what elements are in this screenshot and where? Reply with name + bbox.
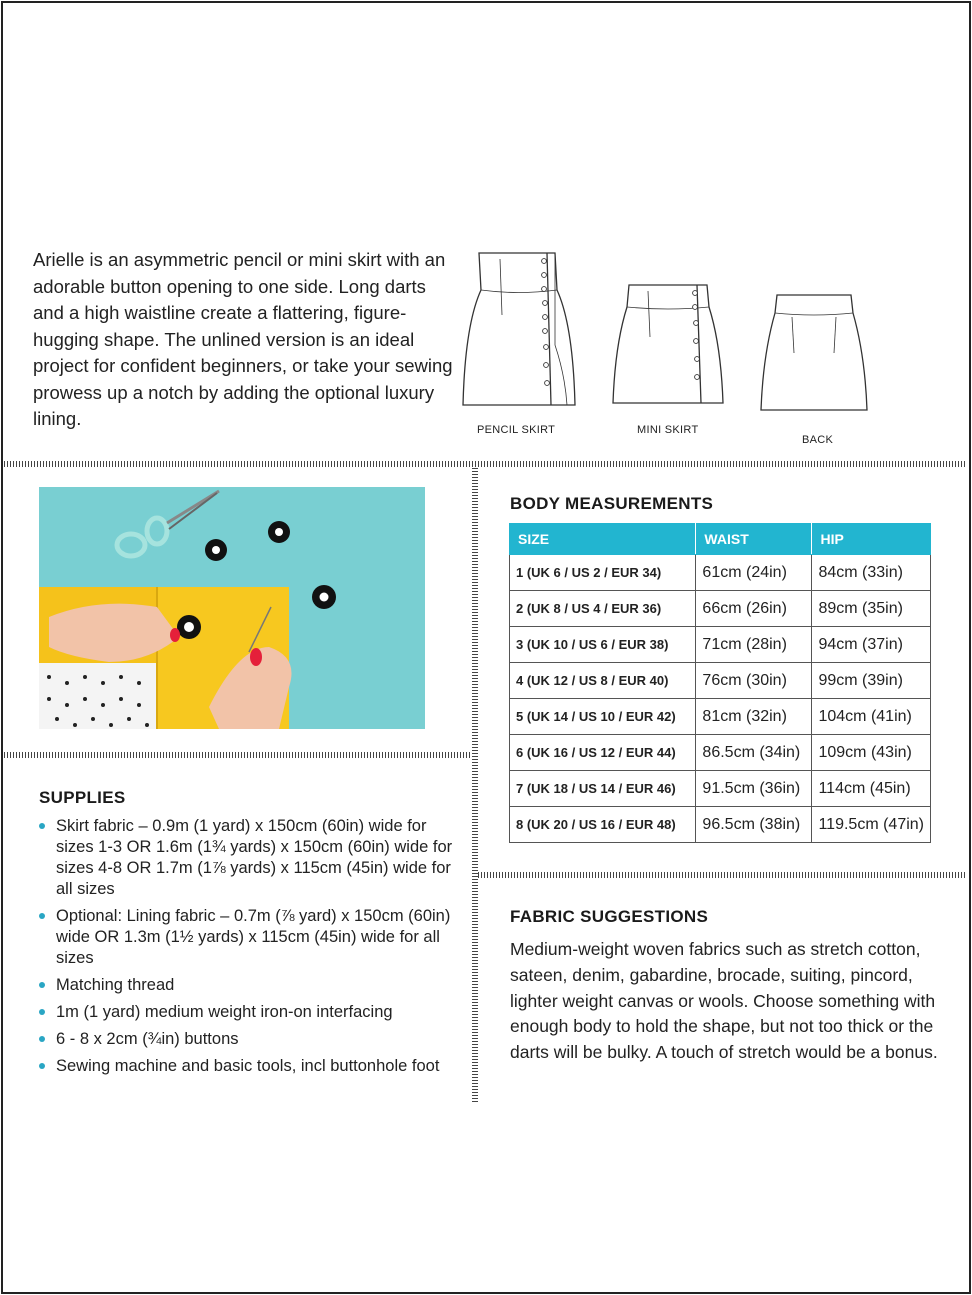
supplies-heading: SUPPLIES	[39, 788, 126, 807]
list-item: Matching thread	[38, 975, 458, 996]
pencil-skirt-label: PENCIL SKIRT	[477, 424, 556, 436]
list-item: Skirt fabric – 0.9m (1 yard) x 150cm (60in) wide for sizes 1-3 OR 1.6m (1¾ yards) x 150cm (60in) wide for sizes 4-8 OR 1.7m (1⅞ yards) x 115cm (45in) wide for all sizes	[38, 816, 458, 900]
supplies-list	[38, 816, 458, 1083]
waist-cell: 71cm (28in)	[696, 627, 812, 663]
list-item: Sewing machine and basic tools, incl buttonhole foot	[38, 1056, 458, 1077]
size-cell: 1 (UK 6 / US 2 / EUR 34)	[510, 555, 696, 591]
divider-vertical	[472, 468, 478, 1104]
waist-cell: 66cm (26in)	[696, 591, 812, 627]
fabric-suggestions-text: Medium-weight woven fabrics such as stretch cotton, sateen, denim, gabardine, brocade, suiting, pincord, lighter weight canvas or wools. Choose something with enough body to hold the shape, but not too thick or the darts will be bulky. A touch of stretch would be a bonus.	[510, 939, 938, 1063]
header-size: SIZE	[510, 524, 696, 555]
waist-cell: 61cm (24in)	[696, 555, 812, 591]
size-cell: 8 (UK 20 / US 16 / EUR 48)	[510, 807, 696, 843]
size-cell: 6 (UK 16 / US 12 / EUR 44)	[510, 735, 696, 771]
sewing-photo-illustration	[39, 487, 425, 729]
hip-cell: 104cm (41in)	[812, 699, 931, 735]
bullet-icon	[39, 1036, 45, 1042]
hip-cell: 119.5cm (47in)	[812, 807, 931, 843]
table-row	[510, 591, 931, 627]
table-row	[510, 663, 931, 699]
table-header-row	[510, 524, 931, 555]
size-cell: 4 (UK 12 / US 8 / EUR 40)	[510, 663, 696, 699]
waist-cell: 96.5cm (38in)	[696, 807, 812, 843]
size-cell: 3 (UK 10 / US 6 / EUR 38)	[510, 627, 696, 663]
hip-cell: 99cm (39in)	[812, 663, 931, 699]
back-label: BACK	[802, 434, 834, 446]
sewing-photo	[39, 487, 425, 729]
list-item: Optional: Lining fabric – 0.7m (⅞ yard) x 150cm (60in) wide OR 1.3m (1½ yards) x 115cm (45in) wide for all sizes	[38, 906, 458, 969]
size-cell: 7 (UK 18 / US 14 / EUR 46)	[510, 771, 696, 807]
waist-cell: 91.5cm (36in)	[696, 771, 812, 807]
bullet-icon	[39, 1009, 45, 1015]
hip-cell: 84cm (33in)	[812, 555, 931, 591]
back-view-illustration	[761, 295, 867, 410]
bullet-icon	[39, 913, 45, 919]
divider-left-middle	[4, 752, 470, 758]
waist-cell: 81cm (32in)	[696, 699, 812, 735]
body-measurements-heading: BODY MEASUREMENTS	[510, 494, 714, 513]
divider-right-middle	[478, 872, 966, 878]
waist-cell: 76cm (30in)	[696, 663, 812, 699]
divider-top	[4, 461, 966, 467]
bullet-icon	[39, 823, 45, 829]
intro-text: Arielle is an asymmetric pencil or mini skirt with an adorable button opening to one side. Long darts and a high waistline create a flattering, figure-hugging shape. The unlined version is an ideal project for confident beginners, or take your sewing prowess up a notch by adding the optional luxury lining.	[33, 249, 453, 429]
table-row	[510, 771, 931, 807]
hip-cell: 109cm (43in)	[812, 735, 931, 771]
skirt-illustrations	[455, 245, 895, 420]
pencil-skirt-illustration	[463, 253, 575, 405]
list-item: 1m (1 yard) medium weight iron-on interfacing	[38, 1002, 458, 1023]
size-cell: 2 (UK 8 / US 4 / EUR 36)	[510, 591, 696, 627]
mini-skirt-label: MINI SKIRT	[637, 424, 699, 436]
header-waist: WAIST	[696, 524, 812, 555]
waist-cell: 86.5cm (34in)	[696, 735, 812, 771]
bullet-icon	[39, 1063, 45, 1069]
measurements-table	[509, 523, 931, 843]
hip-cell: 114cm (45in)	[812, 771, 931, 807]
bullet-icon	[39, 982, 45, 988]
fabric-suggestions-heading: FABRIC SUGGESTIONS	[510, 907, 709, 926]
table-row	[510, 555, 931, 591]
table-row	[510, 735, 931, 771]
table-row	[510, 807, 931, 843]
size-cell: 5 (UK 14 / US 10 / EUR 42)	[510, 699, 696, 735]
header-hip: HIP	[812, 524, 931, 555]
mini-skirt-illustration	[613, 285, 723, 403]
table-row	[510, 699, 931, 735]
list-item: 6 - 8 x 2cm (¾in) buttons	[38, 1029, 458, 1050]
hip-cell: 89cm (35in)	[812, 591, 931, 627]
table-row	[510, 627, 931, 663]
hip-cell: 94cm (37in)	[812, 627, 931, 663]
